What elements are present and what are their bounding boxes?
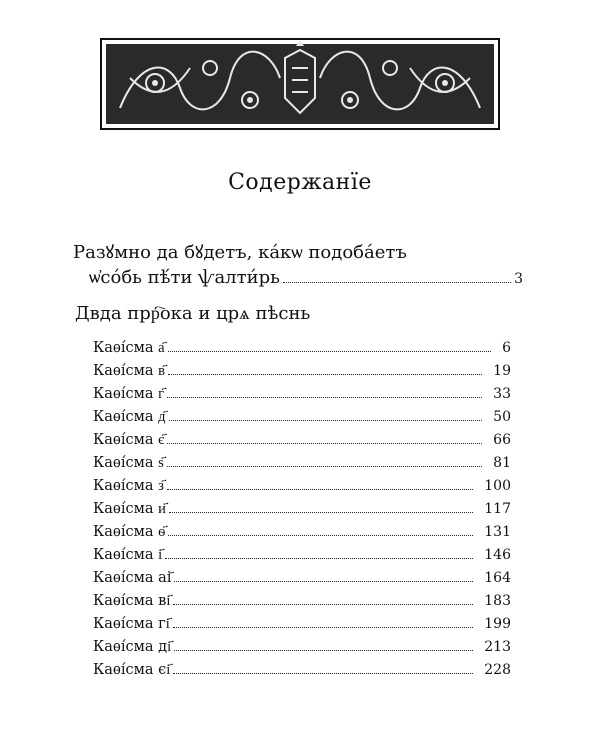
dot-leader xyxy=(168,534,473,536)
toc-entry-label: Каѳі́сма ai҃ xyxy=(93,570,172,586)
toc-entry-label: Каѳі́сма в҃ xyxy=(93,363,166,379)
intro-entry[interactable] xyxy=(73,240,523,292)
toc-entry[interactable] xyxy=(93,524,511,547)
dot-leader xyxy=(169,419,483,421)
toc-entry-page: 213 xyxy=(484,639,511,655)
toc-entry-page: 146 xyxy=(484,547,511,563)
toc-entry-label: Каѳі́сма з҃ xyxy=(93,478,164,494)
dot-leader xyxy=(174,580,473,582)
toc-entry-page: 66 xyxy=(493,432,511,448)
toc-entry[interactable] xyxy=(93,386,511,409)
toc-entry-label: Каѳі́сма г҃ xyxy=(93,386,165,402)
dot-leader xyxy=(174,649,473,651)
toc-entry[interactable] xyxy=(93,639,511,662)
intro-page-number: 3 xyxy=(514,271,523,287)
toc-entry-page: 50 xyxy=(493,409,511,425)
toc-entry[interactable] xyxy=(93,478,511,501)
page-title: Содержанїе xyxy=(228,170,372,195)
toc-entry-page: 117 xyxy=(484,501,511,517)
dot-leader xyxy=(283,281,511,283)
section-heading: Двда прр҇ока и црѧ пѣснь xyxy=(75,303,311,324)
toc-entry[interactable] xyxy=(93,593,511,616)
dot-leader xyxy=(165,557,473,559)
toc-entry[interactable] xyxy=(93,501,511,524)
dot-leader xyxy=(167,442,482,444)
toc-entry[interactable] xyxy=(93,547,511,570)
toc-entry[interactable] xyxy=(93,662,511,685)
toc-entry-label: Каѳі́сма ѕ҃ xyxy=(93,455,164,471)
toc-entry-label: Каѳі́сма и҃ xyxy=(93,501,166,517)
toc-entry-label: Каѳі́сма ві҃ xyxy=(93,593,171,609)
toc-entry[interactable] xyxy=(93,409,511,432)
toc-entry[interactable] xyxy=(93,363,511,386)
intro-line-1: Разꙋмно да бꙋдетъ, ка́кѡ подоба́етъ xyxy=(73,242,407,263)
toc-entry-label: Каѳі́сма ѳ҃ xyxy=(93,524,166,540)
toc-entry-label: Каѳі́сма д҃ xyxy=(93,409,166,425)
dot-leader xyxy=(173,626,473,628)
dot-leader xyxy=(169,511,473,513)
toc-entry-label: Каѳі́сма єі҃ xyxy=(93,662,171,678)
toc-entry[interactable] xyxy=(93,455,511,478)
toc-entry[interactable] xyxy=(93,570,511,593)
dot-leader xyxy=(167,465,482,467)
intro-line-2-row xyxy=(73,265,523,292)
dot-leader xyxy=(168,350,491,352)
toc-entry-page: 199 xyxy=(484,616,511,632)
toc-entry-page: 33 xyxy=(493,386,511,402)
toc-entry-label: Каѳі́сма є҃ xyxy=(93,432,165,448)
toc-entry-page: 100 xyxy=(484,478,511,494)
toc-entry-page: 183 xyxy=(484,593,511,609)
toc-entry-page: 228 xyxy=(484,662,511,678)
dot-leader xyxy=(167,396,482,398)
toc-entry-page: 19 xyxy=(493,363,511,379)
decorative-headpiece xyxy=(100,38,500,130)
dot-leader xyxy=(168,373,482,375)
toc-entry[interactable] xyxy=(93,432,511,455)
toc-entry-label: Каѳі́сма і҃ xyxy=(93,547,163,563)
toc-entry-page: 131 xyxy=(484,524,511,540)
dot-leader xyxy=(173,672,473,674)
dot-leader xyxy=(173,603,473,605)
toc-entry-label: Каѳі́сма а҃ xyxy=(93,340,165,356)
intro-line-2: ѡ҆со́бь пѣ́ти ѱалти́рь xyxy=(89,267,280,288)
toc-entry-label: Каѳі́сма ді҃ xyxy=(93,639,172,655)
toc-list xyxy=(93,340,511,685)
toc-entry-label: Каѳі́сма гі҃ xyxy=(93,616,170,632)
toc-entry-page: 81 xyxy=(493,455,511,471)
toc-entry-page: 164 xyxy=(484,570,511,586)
toc-entry[interactable] xyxy=(93,340,511,363)
toc-entry-page: 6 xyxy=(502,340,511,356)
dot-leader xyxy=(167,488,473,490)
toc-entry[interactable] xyxy=(93,616,511,639)
